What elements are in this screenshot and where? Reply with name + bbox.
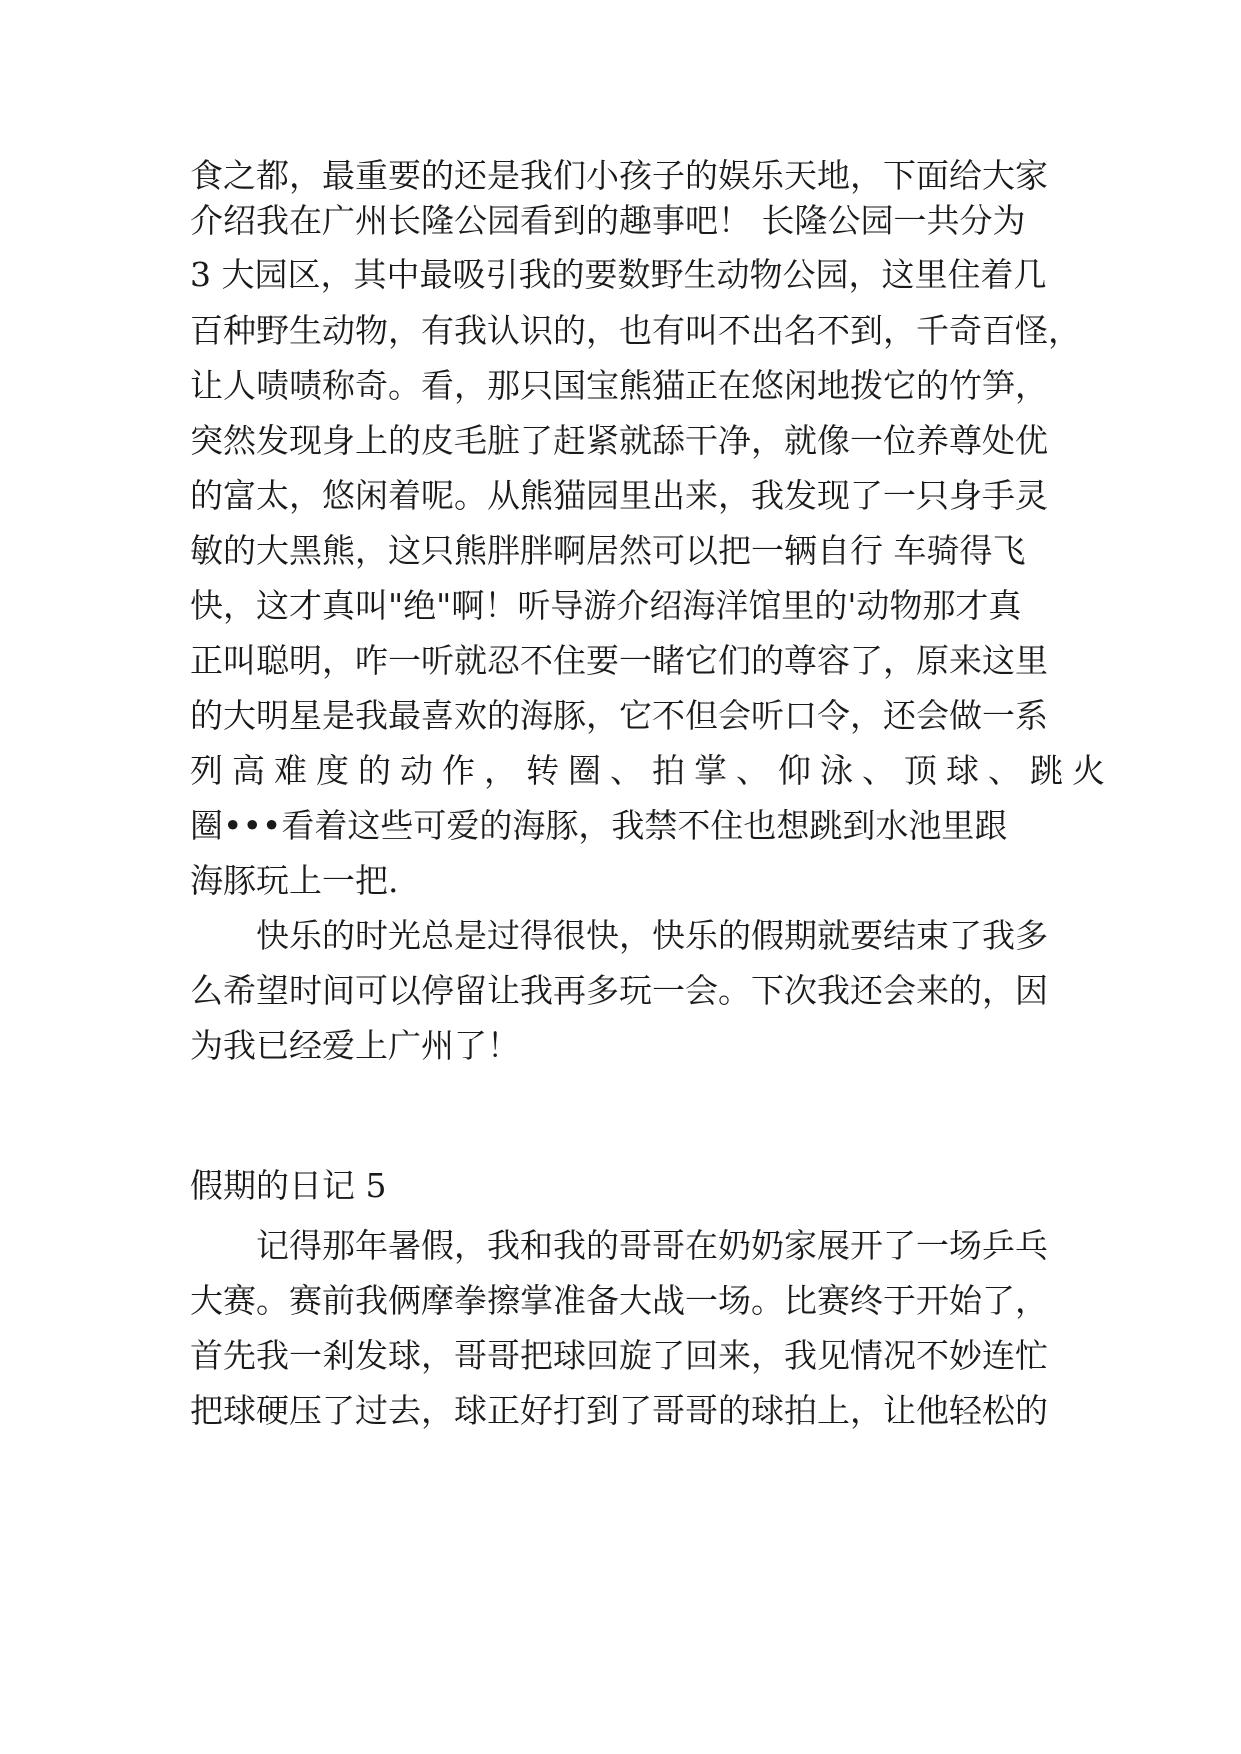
text-line: 为我已经爱上广州了！	[190, 1026, 520, 1065]
text-line: 的大明星是我最喜欢的海豚，它不但会听口令，还会做一系	[190, 696, 1048, 735]
text-line: 百种野生动物，有我认识的，也有叫不出名不到，千奇百怪，	[190, 311, 1081, 350]
text-line: 圈•••看着这些可爱的海豚，我禁不住也想跳到水池里跟	[190, 806, 1008, 845]
text-line: 把球硬压了过去，球正好打到了哥哥的球拍上，让他轻松的	[190, 1391, 1048, 1430]
text-line: 敏的大黑熊，这只熊胖胖啊居然可以把一辆自行 车骑得飞	[190, 531, 1026, 570]
text-line: 列高难度的动作，转圈、拍掌、仰泳、顶球、跳火	[190, 751, 1114, 790]
text-line: 正叫聪明，咋一听就忍不住要一睹它们的尊容了，原来这里	[190, 641, 1048, 680]
text-line: 3 大园区，其中最吸引我的要数野生动物公园，这里住着几	[190, 255, 1047, 294]
text-line: 让人啧啧称奇。看，那只国宝熊猫正在悠闲地拨它的竹笋，	[190, 366, 1048, 405]
text-line: 快乐的时光总是过得很快，快乐的假期就要结束了我多	[190, 916, 1048, 955]
text-line: 介绍我在广州长隆公园看到的趣事吧！ 长隆公园一共分为	[190, 201, 1026, 240]
text-line: 快，这才真叫"绝"啊！听导游介绍海洋馆里的'动物那才真	[190, 586, 1022, 625]
text-line: 海豚玩上一把.	[190, 861, 399, 900]
text-line: 记得那年暑假，我和我的哥哥在奶奶家展开了一场乒乓	[190, 1226, 1048, 1265]
text-line: 么希望时间可以停留让我再多玩一会。下次我还会来的，因	[190, 971, 1048, 1010]
text-line: 食之都，最重要的还是我们小孩子的娱乐天地，下面给大家	[190, 156, 1048, 195]
text-line: 突然发现身上的皮毛脏了赶紧就舔干净，就像一位养尊处优	[190, 421, 1048, 460]
text-line: 的富太，悠闲着呢。从熊猫园里出来，我发现了一只身手灵	[190, 476, 1048, 515]
text-line: 首先我一剎发球，哥哥把球回旋了回来，我见情况不妙连忙	[190, 1336, 1048, 1375]
diary-entry-title: 假期的日记 5	[190, 1166, 387, 1205]
text-line: 大赛。赛前我俩摩拳擦掌准备大战一场。比赛终于开始了，	[190, 1281, 1048, 1320]
